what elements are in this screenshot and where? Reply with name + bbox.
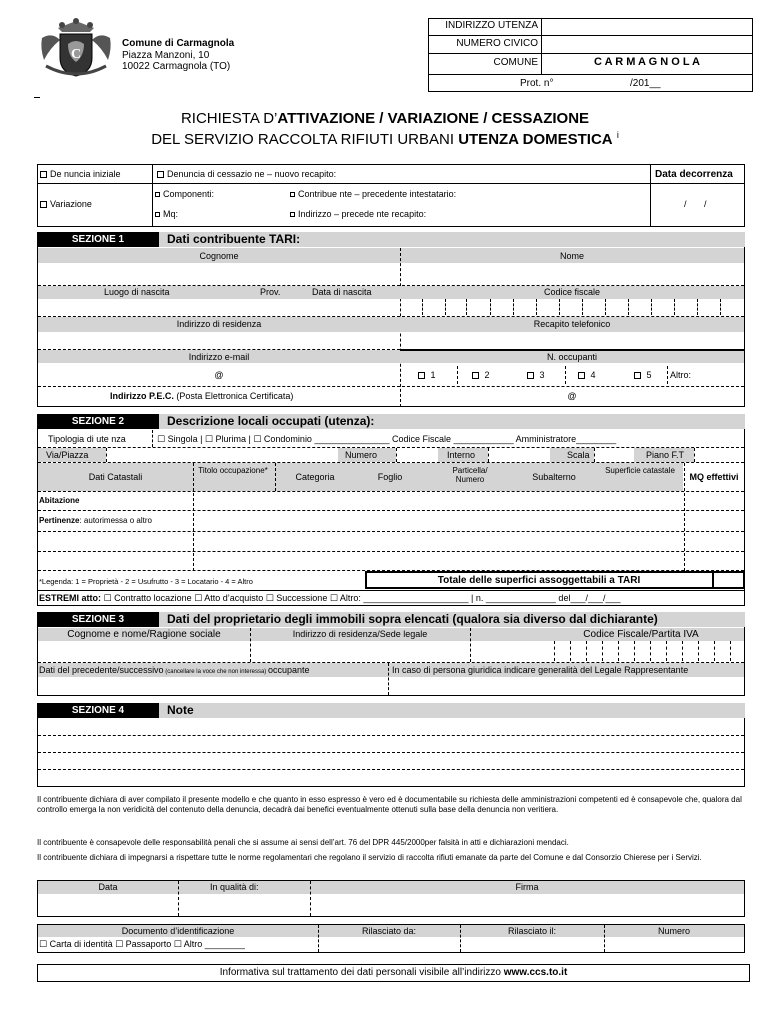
proprietario-cf-boxes[interactable]: [538, 641, 744, 661]
data-decorrenza-field[interactable]: / /: [684, 199, 707, 209]
qualita-label: In qualità di:: [210, 882, 259, 892]
tipologia-options[interactable]: ☐ Singola | ☐ Plurima | ☐ Condominio _______________ Codice Fiscale ____________ Amministratore________: [157, 434, 617, 444]
comune-address-1: Piazza Manzoni, 10: [122, 50, 210, 61]
cognome-label: Cognome: [199, 251, 239, 261]
comune-address-2: 10022 Carmagnola (TO): [122, 61, 231, 72]
prot-label: Prot. n°: [520, 78, 554, 89]
mq-option[interactable]: Mq:: [155, 209, 178, 219]
codice-fiscale-boxes[interactable]: [400, 299, 744, 315]
estremi-atto[interactable]: ESTREMI atto: ☐ Contratto locazione ☐ Atto d’acquisto ☐ Successione ☐ Altro: _____________________ | n. ______________ del___/___/___: [39, 593, 621, 603]
utenza-comune-label: COMUNE: [493, 57, 538, 68]
utenza-comune-value: C A R M A G N O L A: [594, 56, 700, 68]
sezione-3-title: Dati del proprietario degli immobili sopra elencati (qualora sia diverso dal dichiarante): [167, 612, 658, 626]
scala-label: Scala: [567, 450, 590, 460]
col-superficie-catastale: Superficie catastale: [605, 466, 675, 475]
col-foglio: Foglio: [377, 472, 403, 482]
interno-label: Interno: [447, 450, 476, 460]
svg-text:C: C: [70, 47, 82, 62]
denuncia-iniziale-option[interactable]: De nuncia iniziale: [40, 169, 121, 179]
numero-label: Numero: [345, 450, 378, 460]
sezione-4-tag: SEZIONE 4: [37, 703, 159, 718]
occupanti-5[interactable]: 5: [634, 370, 652, 380]
prot-value: /201__: [630, 78, 661, 89]
via-piazza-label: Via/Piazza: [46, 450, 89, 460]
email-label: Indirizzo e-mail: [188, 352, 250, 362]
col-subalterno: Subalterno: [532, 472, 576, 482]
firma-label: Firma: [515, 882, 539, 892]
sezione-2-tag: SEZIONE 2: [37, 414, 159, 429]
sezione-4-title: Note: [167, 703, 194, 717]
sezione-1-title: Dati contribuente TARI:: [167, 232, 301, 246]
informativa-link[interactable]: www.ccs.to.it: [503, 967, 568, 978]
utenza-civico-label: NUMERO CIVICO: [456, 38, 538, 49]
col-particella: Particella/ Numero: [452, 466, 488, 484]
occupanti-2[interactable]: 2: [472, 370, 490, 380]
data-nascita-label: Data di nascita: [312, 287, 372, 297]
nome-label: Nome: [559, 251, 584, 261]
col-mq-effettivi: MQ effettivi: [689, 472, 739, 482]
prov-label: Prov.: [260, 287, 281, 297]
utenza-indirizzo-label: INDIRIZZO UTENZA: [445, 20, 538, 31]
declaration-2: Il contribuente è consapevole delle responsabilità penali che si assume ai sensi dell’art. 76 del DPR 445/2000per falsità in atti e dichiarazioni mendaci.: [37, 838, 569, 847]
informativa-text: Informativa sul trattamento dei dati personali visibile all’indirizzo www.ccs.to.it: [219, 967, 568, 978]
variazione-option[interactable]: Variazione: [40, 199, 92, 209]
abitazione-label: Abitazione: [39, 496, 80, 505]
sezione-2-title: Descrizione locali occupati (utenza):: [167, 414, 375, 428]
documento-label: Documento d’identificazione: [121, 926, 235, 936]
email-at-sign[interactable]: @: [214, 370, 224, 380]
indirizzo-residenza-label: Indirizzo di residenza: [176, 319, 262, 329]
totale-superfici-label: Totale delle superfici assoggettabili a TARI: [437, 575, 641, 586]
luogo-nascita-label: Luogo di nascita: [104, 287, 170, 297]
form-title-line2: DEL SERVIZIO RACCOLTA RIFIUTI URBANI UTENZA DOMESTICA $^i$: [151, 130, 619, 148]
recapito-telefonico-label: Recapito telefonico: [533, 319, 611, 329]
precedente-occupante-label: Dati del precedente/successivo (cancellare la voce che non interessa) occupante: [39, 665, 310, 675]
proprietario-cf-label: Codice Fiscale/Partita IVA: [583, 629, 699, 640]
pec-at-sign[interactable]: @: [567, 391, 577, 401]
piano-label: Piano F.T: [646, 450, 685, 460]
denuncia-cessazione-option[interactable]: Denuncia di cessazio ne – nuovo recapito:: [157, 169, 336, 179]
data-decorrenza-label: Data decorrenza: [655, 169, 733, 180]
codice-fiscale-label: Codice fiscale: [543, 287, 601, 297]
occupanti-altro[interactable]: Altro:: [670, 370, 692, 380]
proprietario-cognome-label: Cognome e nome/Ragione sociale: [67, 629, 221, 640]
documento-options[interactable]: ☐ Carta di identità ☐ Passaporto ☐ Altro ________: [39, 939, 245, 949]
numero-documento-label: Numero: [657, 926, 690, 936]
indirizzo-precedente-option[interactable]: Indirizzo – precede nte recapito:: [290, 209, 426, 219]
legale-rappresentante-label: In caso di persona giuridica indicare generalità del Legale Rappresentante: [392, 665, 689, 675]
legenda-text: *Legenda: 1 = Proprietà - 2 = Usufrutto - 3 = Locatario - 4 = Altro: [39, 577, 253, 586]
col-dati-catastali: Dati Catastali: [88, 472, 143, 482]
comune-name: Comune di Carmagnola: [122, 38, 235, 49]
declaration-3: Il contribuente dichiara di impegnarsi a rispettare tutte le norme regolamentari che regolano il servizio di raccolta rifiuti emanate da parte del Comune e dal Consorzio Chierese per i Servizi.: [37, 853, 702, 862]
proprietario-indirizzo-label: Indirizzo di residenza/Sede legale: [292, 629, 428, 639]
form-title-line1: RICHIESTA D’ATTIVAZIONE / VARIAZIONE / CESSAZIONE: [180, 110, 590, 127]
sezione-3-tag: SEZIONE 3: [37, 612, 159, 627]
declaration-1: Il contribuente dichiara di aver compilato il presente modello e che quanto in esso espresso è vero ed è documentabile su richiesta delle amministrazioni competenti ed è consapevole che, qualora dal controllo emerga la non veridicità del contenuto della denuncia, decadrà dai benefici eventualmente ottenuti sulla base della denuncia non veritiera.: [37, 795, 742, 814]
tipologia-utenza-label: Tipologia di ute nza: [48, 434, 126, 444]
col-titolo-occupazione: Titolo occupazione*: [198, 466, 268, 475]
comune-crest-logo: [38, 18, 114, 80]
rilasciato-il-label: Rilasciato il:: [507, 926, 556, 936]
occupanti-1[interactable]: 1: [418, 370, 436, 380]
occupanti-4[interactable]: 4: [578, 370, 596, 380]
data-label: Data: [98, 882, 118, 892]
componenti-option[interactable]: Componenti:: [155, 189, 214, 199]
col-categoria: Categoria: [295, 472, 335, 482]
n-occupanti-label: N. occupanti: [546, 352, 598, 362]
occupanti-3[interactable]: 3: [527, 370, 545, 380]
pertinenze-label: Pertinenze: autorimessa o altro: [39, 516, 152, 525]
rilasciato-da-label: Rilasciato da:: [361, 926, 417, 936]
sezione-1-tag: SEZIONE 1: [37, 232, 159, 247]
corner-mark: [34, 97, 40, 98]
contribuente-option[interactable]: Contribue nte – precedente intestatario:: [290, 189, 456, 199]
pec-label: Indirizzo P.E.C. (Posta Elettronica Certificata): [110, 391, 294, 401]
